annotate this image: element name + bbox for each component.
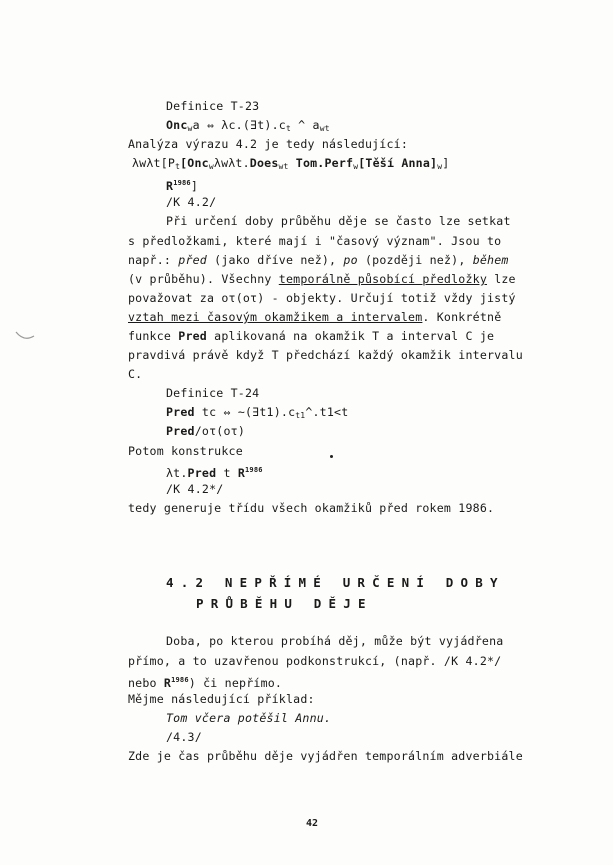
construction-label-k42star: /K 4.2*/ [166, 482, 224, 496]
paragraph-line: Zde je čas průběhu děje vyjádřen temporálním adverbiále [128, 749, 523, 763]
paragraph-line: např.: před (jako dříve než), po (později než), během [128, 253, 509, 267]
paragraph-line: Mějme následující příklad: [128, 692, 315, 706]
paragraph-line: přímo, a to uzavřenou podkonstrukcí, (např. /K 4.2*/ [128, 654, 502, 668]
potom-konstrukce: Potom konstrukce [128, 444, 243, 458]
paragraph-line: s předložkami, které mají i "časový význam". Jsou to [128, 234, 502, 248]
definition-t23-formula: Onc$_w$a ⇔ $\lambda c.(\exists t).c_t$ ^ $a_{wt}$ [166, 118, 330, 133]
example-sentence: Tom včera potěšil Annu. [166, 711, 332, 725]
section-heading-line2: PRŮBĚHU DĚJE [196, 596, 373, 611]
analysis-formula: $\lambda w\lambda t[P_t[Onc_w\lambda w\lambda t.Does_{wt}$ Tom.Perf$_w$[Těší $Anna]_w$] [132, 156, 450, 171]
lambda-construction: λt.Pred t $R^{1986}$ [166, 466, 263, 480]
paragraph-line: tedy generuje třídu všech okamžiků před rokem 1986. [128, 501, 495, 515]
paragraph-line: C. [128, 367, 143, 381]
paragraph-line: funkce Pred aplikovaná na okamžik T a interval C je [128, 329, 495, 343]
paragraph-line: vztah mezi časovým okamžikem a intervalem. Konkrétně [128, 310, 502, 324]
section-heading-line1: 4.2 NEPŘÍMÉ URČENÍ DOBY [166, 575, 505, 590]
definition-t24-type: Pred/οτ(οτ) [166, 424, 245, 438]
definition-t24-title: Definice T-24 [166, 386, 260, 400]
paragraph-line: Doba, po kterou probíhá děj, může být vyjádřena [166, 634, 504, 648]
paragraph-line: pravdivá právě když T předchází každý okamžik intervalu [128, 348, 523, 362]
page-number: 42 [306, 818, 319, 829]
paragraph-line: Při určení doby průběhu děje se často lze setkat [166, 214, 511, 228]
analysis-intro: Analýza výrazu 4.2 je tedy následující: [128, 137, 409, 151]
stray-dot [330, 455, 333, 458]
example-label-43: /4.3/ [166, 730, 202, 744]
definition-t23-title: Definice T-23 [166, 99, 260, 113]
paragraph-line: (v průběhu). Všechny temporálně působící předložky lze [128, 272, 516, 286]
paragraph-line: nebo $R^{1986}$) či nepřímo. [128, 676, 283, 690]
punch-hole-mark [14, 328, 36, 344]
construction-label-k42: /K 4.2/ [166, 195, 217, 209]
paragraph-line: považovat za οτ(οτ) - objekty. Určují totiž vždy jistý [128, 291, 516, 305]
r1986-closing: $R^{1986}$] [166, 179, 199, 193]
definition-t24-formula: Pred tc ⇔ $\sim(\exists t1).c_{t1}\^{}.t1<t$ [166, 405, 349, 420]
